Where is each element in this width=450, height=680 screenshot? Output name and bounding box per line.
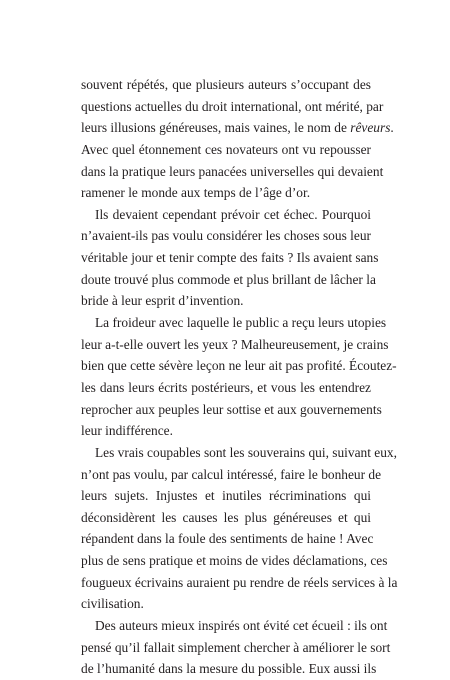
text-line: déconsidèrent les causes les plus généreuses et qui xyxy=(81,509,371,525)
text-line: Des auteurs mieux inspirés ont évité cet écueil : ils ont xyxy=(95,618,388,634)
text-line: bien que cette sévère leçon ne leur ait pas profité. Écoutez- xyxy=(81,358,397,374)
paragraph xyxy=(81,442,398,615)
text-line: plus de sens pratique et moins de vides déclamations, ces xyxy=(81,553,388,569)
text-line: souvent répétés, que plusieurs auteurs s’occupant des xyxy=(81,77,371,92)
text-line: Avec quel étonnement ces novateurs ont vu repousser xyxy=(81,141,371,157)
text-line: fougueux écrivains auraient pu rendre de réels services à la xyxy=(81,574,398,590)
text-line: leurs sujets. Injustes et inutiles récriminations qui xyxy=(81,488,371,504)
text-line: leurs illusions généreuses, mais vaines, le nom de rêveurs. xyxy=(81,120,394,136)
text-line: véritable jour et tenir compte des faits ? Ils avaient sans xyxy=(81,250,379,266)
text-line: répandent dans la foule des sentiments de haine ! Avec xyxy=(81,531,374,547)
text-line: dans la pratique leurs panacées universelles qui devaient xyxy=(81,163,384,179)
paragraph xyxy=(81,74,394,204)
text-line: leur a-t-elle ouvert les yeux ? Malheureusement, je crains xyxy=(81,336,389,352)
text-line: doute trouvé plus commode et plus brillant de lâcher la xyxy=(81,271,376,287)
text-line: n’ont pas voulu, par calcul intéressé, faire le bonheur de xyxy=(81,466,382,482)
paragraph xyxy=(81,312,397,442)
text-line: La froideur avec laquelle le public a reçu leurs utopies xyxy=(95,315,387,331)
text-line: n’avaient-ils pas voulu considérer les choses sous leur xyxy=(81,228,371,244)
text-line: Les vrais coupables sont les souverains qui, suivant eux, xyxy=(95,444,397,460)
text-line: bride à leur esprit d’invention. xyxy=(81,293,244,309)
italic-word: rêveurs xyxy=(350,120,391,136)
text-line: ramener le monde aux temps de l’âge d’or. xyxy=(81,185,311,201)
text-line: Ils devaient cependant prévoir cet échec. Pourquoi xyxy=(95,206,371,222)
text-line: de l’humanité dans la mesure du possible. Eux aussi ils xyxy=(81,661,377,677)
text-line: civilisation. xyxy=(81,596,144,612)
text-line: les dans leurs écrits postérieurs, et vous les entendrez xyxy=(81,379,371,395)
paragraph xyxy=(81,615,391,680)
text-line: reprocher aux peuples leur sottise et aux gouvernements xyxy=(81,401,382,417)
text-line: leur indifférence. xyxy=(81,423,173,439)
body-text xyxy=(81,74,398,680)
paragraph xyxy=(81,204,379,312)
text-line: pensé qu’il fallait simplement chercher à améliorer le sort xyxy=(81,639,391,655)
text-line: questions actuelles du droit international, ont mérité, par xyxy=(81,98,384,114)
